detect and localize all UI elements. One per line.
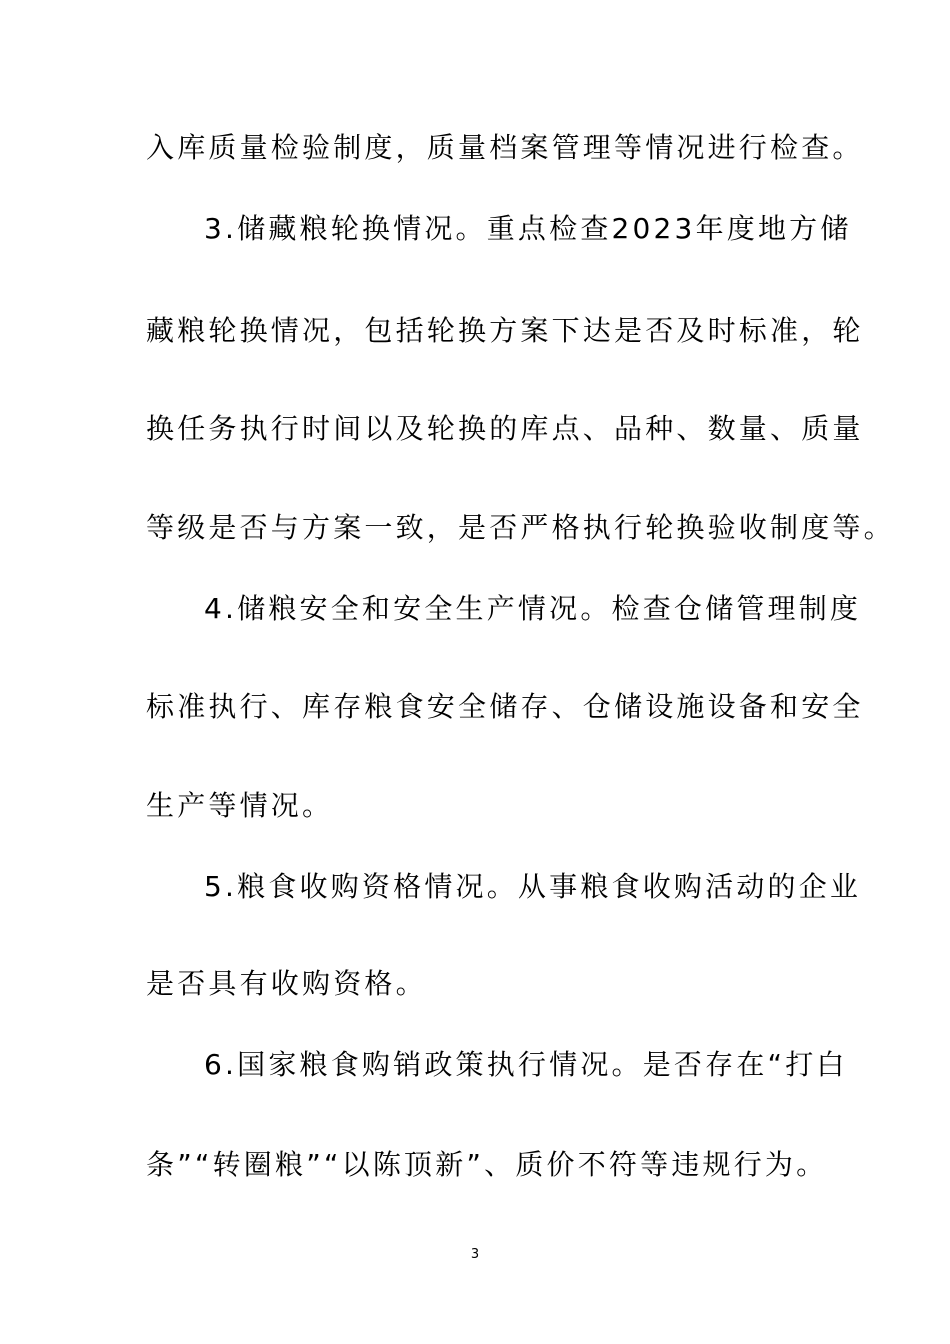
text-line: 标准执行、库存粮食安全储存、仓储设施设备和安全: [146, 690, 864, 723]
text-line: 条”“转圈粮”“以陈顶新”、质价不符等违规行为。: [146, 1148, 828, 1181]
section-4-heading-line: 4.储粮安全和安全生产情况。检查仓储管理制度: [204, 592, 862, 625]
text-line: 是否具有收购资格。: [146, 967, 427, 1000]
text-line: 藏粮轮换情况，包括轮换方案下达是否及时标准，轮: [146, 314, 864, 347]
section-3-heading-line: 3.储藏粮轮换情况。重点检查2023年度地方储: [204, 212, 852, 245]
text-line: 等级是否与方案一致，是否严格执行轮换验收制度等。: [146, 511, 895, 544]
page-number: 3: [470, 1247, 480, 1262]
text-line: 换任务执行时间以及轮换的库点、品种、数量、质量: [146, 412, 864, 445]
text-line: 生产等情况。: [146, 789, 334, 822]
section-6-heading-line: 6.国家粮食购销政策执行情况。是否存在“打白: [204, 1048, 848, 1081]
section-5-heading-line: 5.粮食收购资格情况。从事粮食收购活动的企业: [204, 870, 862, 903]
text-line: 入库质量检验制度，质量档案管理等情况进行检查。: [146, 131, 864, 164]
